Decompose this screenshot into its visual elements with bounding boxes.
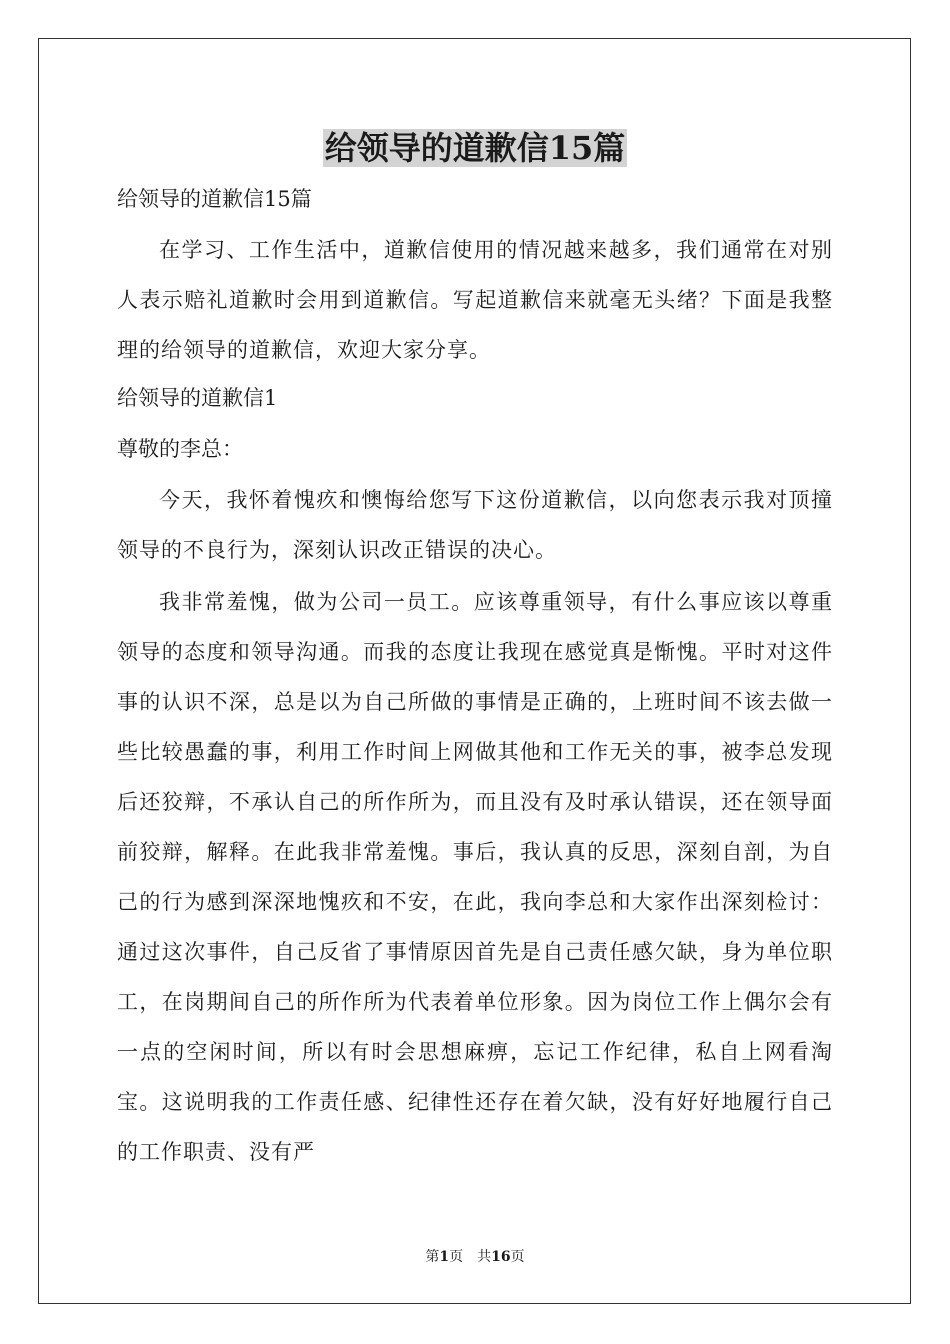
intro-paragraph: 在学习、工作生活中，道歉信使用的情况越来越多，我们通常在对别人表示赔礼道歉时会用到道歉信。写起道歉信来就毫无头绪？下面是我整理的给领导的道歉信，欢迎大家分享。 [117, 238, 833, 362]
document-subtitle: 给领导的道歉信15篇 [117, 187, 312, 211]
footer-suffix: 页 [510, 1249, 525, 1265]
footer-mid: 页 共 [449, 1249, 492, 1265]
document-title-text: 给领导的道歉信15篇 [324, 129, 626, 167]
page-footer [0, 1246, 950, 1266]
footer-prefix: 第 [425, 1249, 440, 1265]
salutation: 尊敬的李总： [117, 437, 243, 461]
footer-page-number: 1 [439, 1249, 450, 1265]
document-title [0, 126, 950, 170]
document-body [117, 180, 833, 1177]
body-paragraph-1: 今天，我怀着愧疚和懊悔给您写下这份道歉信，以向您表示我对顶撞领导的不良行为，深刻认识改正错误的决心。 [117, 488, 833, 562]
body-paragraph-2: 我非常羞愧，做为公司一员工。应该尊重领导，有什么事应该以尊重领导的态度和领导沟通。而我的态度让我现在感觉真是惭愧。平时对这件事的认识不深，总是以为自己所做的事情是正确的，上班时间不该去做一些比较愚蠢的事，利用工作时间上网做其他和工作无关的事，被李总发现后还狡辩，不承认自己的所作所为，而且没有及时承认错误，还在领导面前狡辩，解释。在此我非常羞愧。事后，我认真的反思，深刻自剖，为自己的行为感到深深地愧疚和不安，在此，我向李总和大家作出深刻检讨：通过这次事件，自己反省了事情原因首先是自己责任感欠缺，身为单位职工，在岗期间自己的所作所为代表着单位形象。因为岗位工作上偶尔会有一点的空闲时间，所以有时会思想麻痹，忘记工作纪律，私自上网看淘宝。这说明我的工作责任感、纪律性还存在着欠缺，没有好好地履行自己的工作职责、没有严 [117, 590, 833, 1164]
footer-page-total: 16 [491, 1249, 511, 1265]
section-heading: 给领导的道歉信1 [117, 386, 278, 410]
